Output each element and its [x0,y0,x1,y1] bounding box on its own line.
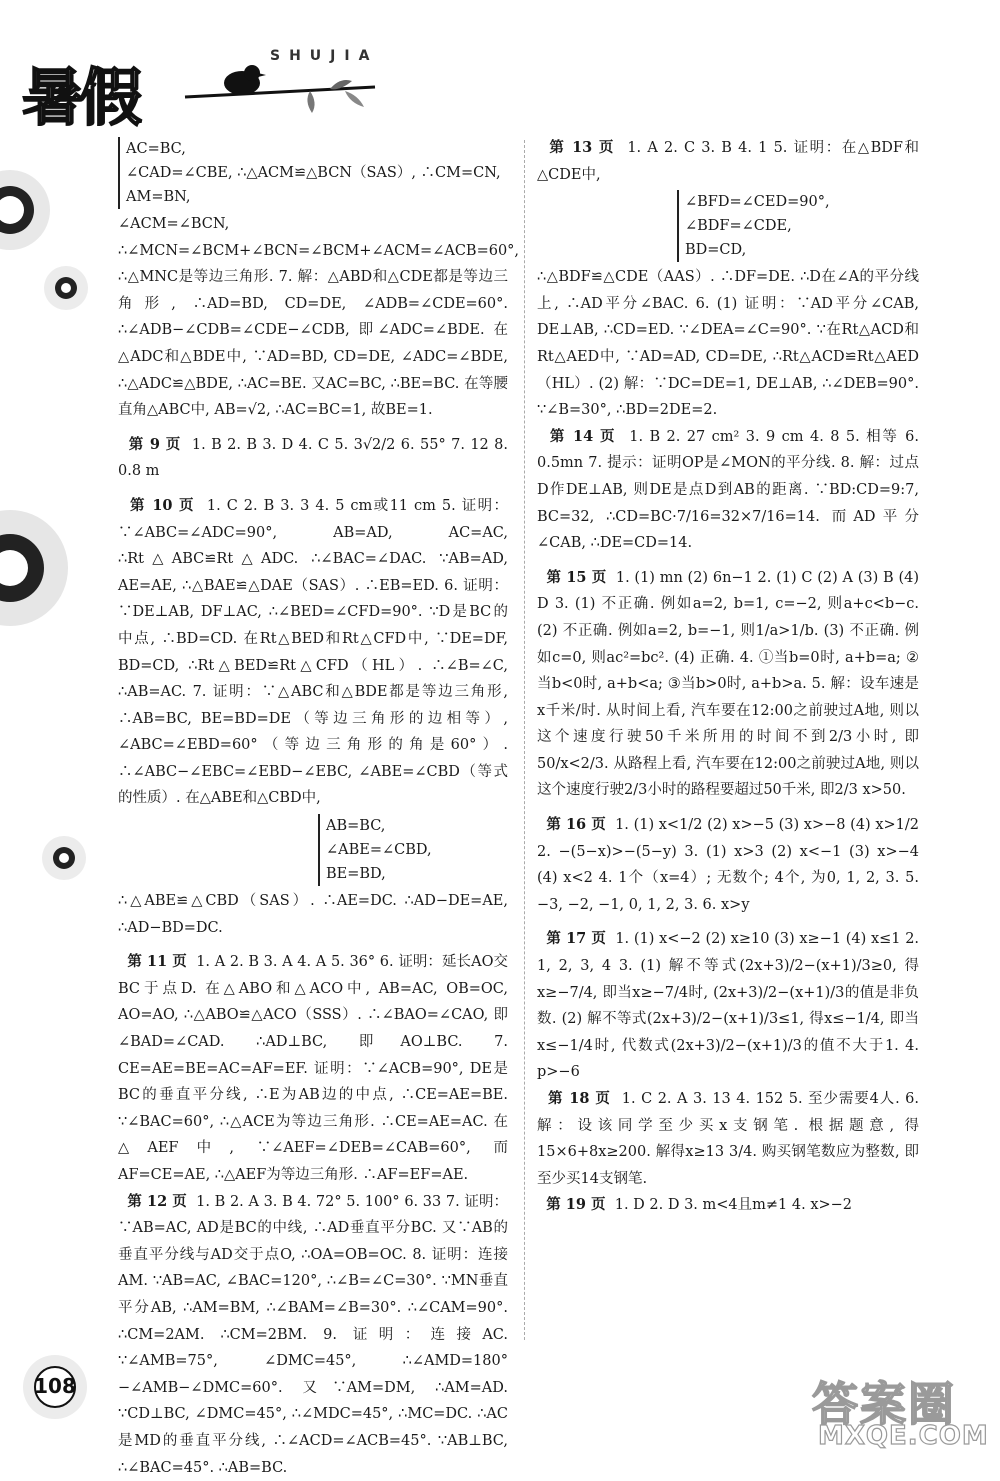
brace-group-3 [677,190,830,262]
brace-group-2 [318,814,432,886]
header-subtitle: SHUJIA [270,48,379,64]
section-label: 第 9 页 [128,435,182,453]
brace-group-1 [118,137,501,209]
answer-text: 1. (1) x<−2 (2) x≥10 (3) x≥−1 (4) x≤1 2. 1, 2, 3, 4 3. (1) 解不等式(2x+3)/2−(x+1)/3≥0, 得x≥−7/4, 即当x≥−7/4时, (2x+3)/2−(x+1)/3的值是非负数. (2) 解不等式(2x+3)/2−(x+1)/3≤1, 得x≤−1/4, 即当x≤−1/4时, 代数式(2x+3)/2−(x+1)/3的值不大于1. 4. p>−6 [537,931,920,1081]
brace-line: ∠ABE=∠CBD, [326,842,432,859]
right-column [537,135,919,1219]
answer-text: 1. B 2. B 3. D 4. C 5. 3√2/2 6. 55° 7. 12 8. 0.8 m [118,436,508,480]
page-number-badge [20,1352,90,1422]
answer-text: 1. C 2. A 3. 13 4. 152 5. 至少需要4人. 6. 解：设该同学至少买x支钢笔. 根据题意, 得15×6+8x≥200. 解得x≥13 3/4. 购买钢笔数应为整数, 即至少买14支钢笔. [537,1091,920,1187]
flower-small-icon-2 [38,832,94,888]
brace-line: ∠BDF=∠CDE, [685,218,792,235]
answer-block-p16 [537,812,919,918]
bird-branch-icon [180,55,380,125]
page-number: 108 [34,1374,76,1398]
section-label: 第 18 页 [547,1090,611,1107]
flower-decoration-icon [0,160,60,270]
answer-paragraph: ∴△ABE≌△CBD（SAS）. ∴AE=DC. ∴AD−DE=AE, ∴AD−BD=DC. [118,893,508,936]
brace-line: BD=CD, [685,242,747,259]
header-logo: 暑假 [22,61,139,134]
section-label: 第 13 页 [549,139,615,156]
flower-small-icon [40,262,100,314]
answer-block-p19 [537,1192,919,1219]
brace-line: BE=BD, [326,866,386,883]
answer-text: 1. D 2. D 3. m<4且m≠1 4. x>−2 [614,1197,853,1214]
answer-block-p14 [537,424,919,557]
brace-line: AM=BN, [126,189,191,205]
section-label: 第 10 页 [130,496,195,514]
answer-text: 1. B 2. 27 cm² 3. 9 cm 4. 8 5. 相等 6. 0.5mn 7. 提示：证明OP是∠MON的平分线. 8. 解：过点D作DE⊥AB, 则DE是点D到AB的距离. ∵BD:CD=9:7, BC=32, ∴CD=BC·7/16=32×7/16=14. 而AD平分∠CAB, ∴DE=CD=14. [537,428,920,552]
answer-block-p11 [118,949,508,1188]
answer-block-p18 [537,1086,919,1192]
answer-block-p12 [118,1189,508,1481]
answer-block-p17 [537,926,919,1086]
section-label: 第 17 页 [546,930,606,948]
flower-large-icon [0,490,70,640]
watermark-en: MXQE.COM [818,1421,989,1451]
brace-line: AB=BC, [326,818,386,835]
answer-text: 1. C 2. B 3. 3 4. 5 cm或11 cm 5. 证明：∵∠ABC=∠ADC=90°, AB=AD, AC=AC, ∴Rt△ABC≌Rt△ADC. ∴∠BAC=∠DAC. ∵AB=AD, AE=AE, ∴△BAE≌△DAE（SAS）. ∴EB=ED. 6. 证明：∵DE⊥AB, DF⊥AC, ∴∠BED=∠CFD=90°. ∵D是BC的中点, ∴BD=CD. 在Rt△BED和Rt△CFD中, ∵DE=DF, BD=CD, ∴Rt△BED≌Rt△CFD（HL）. ∴∠B=∠C, ∴AB=AC. 7. 证明：∵△ABC和△BDE都是等边三角形, ∴AB=BC, BE=BD=DE（等边三角形的边相等）, ∠ABC=∠EBD=60°（等边三角形的角是60°）. ∴∠ABC−∠EBC=∠EBD−∠EBC, ∠ABE=∠CBD（等式的性质）. 在△ABE和△CBD中, [118,497,509,807]
answer-text: 1. (1) mn (2) 6n−1 2. (1) C (2) A (3) B (4) D 3. (1) 不正确. 例如a=2, b=1, c=−2, 则a+c<b−c. (2) 不正确. 例如a=2, b=−1, 则1/a>1/b. (3) 不正确. 例如c=0, 则ac²=bc². (4) 正确. 4. ①当b=0时, a+b=a; ②当b<0时, a+b<a; ③当b>0时, a+b>a. 5. 解：设车速是x千米/时. 从时间上看, 汽车要在12:00之前驶过A地, 则以这个速度行驶50千米所用的时间不到2/3小时, 即50/x<2/3. 从路程上看, 汽车要在12:00之前驶过A地, 则以这个速度行驶2/3小时的路程要超过50千米, 即2/3 x>50. [537,569,919,799]
answer-block-p13 [537,135,919,188]
answer-block-p9 [118,432,508,485]
brace-line: ∠CAD=∠CBE, ∴△ACM≌△BCN（SAS）, ∴CM=CN, [126,165,501,181]
answer-text: 1. (1) x<1/2 (2) x>−5 (3) x>−8 (4) x>1/2 2. −(5−x)>−(5−y) 3. (1) x>3 (2) x<−1 (3) x>−4 (4) x<2 4. 1个（x=4）; 无数个; 4个, 为0, 1, 2, 3. 5. −3, −2, −1, 0, 1, 2, 3. 6. x>y [537,817,920,913]
section-label: 第 12 页 [127,1192,187,1210]
section-label: 第 14 页 [549,427,617,445]
answer-text: 1. A 2. B 3. A 4. A 5. 36° 6. 证明：延长AO交BC于点D. 在△ABO和△ACO中, AB=AC, OB=OC, AO=AO, ∴△ABO≌△ACO（SSS）. ∴∠BAO=∠CAO, 即∠BAD=∠CAD. ∴AD⊥BC, 即AO⊥BC. 7. CE=AE=BE=AC=AF=EF. 证明：∵∠ACB=90°, DE是BC的垂直平分线, ∴E为AB边的中点, ∴CE=AE=BE. ∵∠BAC=60°, ∴△ACE为等边三角形. ∴CE=AE=AC. 在△AEF中, ∵∠AEF=∠DEB=∠CAB=60°, 而AF=CE=AE, ∴△AEF为等边三角形. ∴AF=EF=AE. [118,954,509,1183]
section-label: 第 15 页 [546,568,607,586]
section-label: 第 11 页 [127,953,187,971]
answer-block-p10 [118,493,508,812]
left-column [118,135,520,1481]
section-label: 第 16 页 [546,816,606,834]
answer-text: 1. A 2. C 3. B 4. 1 5. 证明：在△BDF和△CDE中, [537,140,920,183]
column-divider [524,140,525,1340]
answer-paragraph: ∴△BDF≌△CDE（AAS）. ∴DF=DE. ∴D在∠A的平分线上, ∴AD平分∠BAC. 6. (1) 证明：∵AD平分∠CAB, DE⊥AB, ∴CD=ED. ∵∠DEA=∠C=90°. ∵在Rt△ACD和Rt△AED中, ∵AD=AD, CD=DE, ∴Rt△ACD≌Rt△AED（HL）. (2) 解：∵DC=DE=1, DE⊥AB, ∴∠DEB=90°. ∵∠B=30°, ∴BD=2DE=2. [537,269,919,419]
section-label: 第 19 页 [546,1196,606,1214]
brace-line: ∠BFD=∠CED=90°, [685,194,830,211]
answer-block-p15 [537,565,919,804]
watermark-cn: 答案圈 [812,1377,956,1431]
brace-line: AC=BC, [126,141,186,157]
answer-paragraph: ∠ACM=∠BCN, ∴∠MCN=∠BCM+∠BCN=∠BCM+∠ACM=∠ACB=60°, ∴△MNC是等边三角形. 7. 解：△ABD和△CDE都是等边三角形, ∴AD=BD, CD=DE, ∠ADB=∠CDE=60°. ∴∠ADB−∠CDB=∠CDE−∠CDB, 即∠ADC=∠BDE. 在△ADC和△BDE中, ∵AD=BD, CD=DE, ∠ADC=∠BDE, ∴△ADC≌△BDE, ∴AC=BE. 又AC=BC, ∴BE=BC. 在等腰直角△ABC中, AB=√2, ∴AC=BC=1, 故BE=1. [118,216,520,419]
answer-text: 1. B 2. A 3. B 4. 72° 5. 100° 6. 33 7. 证明：∵AB=AC, AD是BC的中线, ∴AD垂直平分BC. 又∵AB的垂直平分线与AD交于点O, ∴OA=OB=OC. 8. 证明：连接AM. ∵AB=AC, ∠BAC=120°, ∴∠B=∠C=30°. ∵MN垂直平分AB, ∴AM=BM, ∴∠BAM=∠B=30°. ∴∠CAM=90°. ∴CM=2AM. ∴CM=2BM. 9. 证明：连接AC. ∵∠AMB=75°, ∠DMC=45°, ∴∠AMD=180°−∠AMB−∠DMC=60°. 又∵AM=DM, ∴AM=AD. ∵CD⊥BC, ∠DMC=45°, ∴∠MDC=45°, ∴MC=DC. ∴AC是MD的垂直平分线, ∴∠ACD=∠ACB=45°. ∵AB⊥BC, ∴∠BAC=45°. ∴AB=BC. [118,1193,509,1476]
